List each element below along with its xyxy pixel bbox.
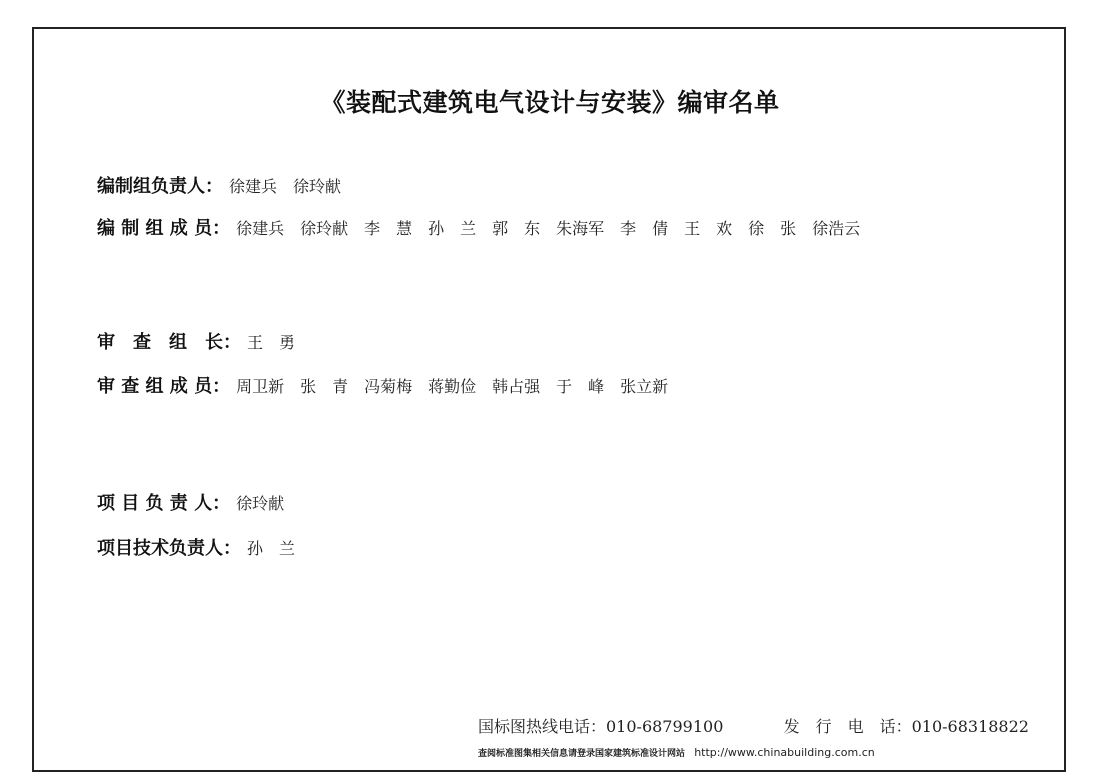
project-lead-value: 徐玲献 <box>236 494 285 513</box>
editing-lead-label: 编制组负责人： <box>97 176 223 197</box>
website-link[interactable]: http://www.chinabuilding.com.cn <box>694 746 875 759</box>
project-tech-value: 孙 兰 <box>247 539 296 558</box>
distribution-phone-text: 发 行 电 话：010-68318822 <box>783 717 1029 736</box>
editing-lead-value: 徐建兵 徐玲献 <box>229 177 342 196</box>
editing-members-label: 编 制 组 成 员： <box>97 218 231 239</box>
project-tech-label: 项目技术负责人： <box>97 538 241 559</box>
footer-phones <box>478 714 1029 737</box>
project-lead-row <box>97 489 284 515</box>
review-lead-value: 王 勇 <box>247 333 296 352</box>
editing-members-row <box>97 214 860 240</box>
footer-website <box>478 746 875 759</box>
review-members-row <box>97 372 668 398</box>
review-members-label: 审 查 组 成 员： <box>97 376 231 397</box>
editing-lead-row <box>97 172 341 198</box>
editing-members-value: 徐建兵 徐玲献 李 慧 孙 兰 郭 东 朱海军 李 倩 王 欢 徐 张 徐浩云 <box>236 219 861 238</box>
review-lead-label: 审 查 组 长： <box>97 332 241 353</box>
website-note: 查阅标准图集相关信息请登录国家建筑标准设计网站 <box>478 749 686 759</box>
project-lead-label: 项 目 负 责 人： <box>97 493 231 514</box>
page-title: 《装配式建筑电气设计与安装》编审名单 <box>320 88 780 117</box>
review-lead-row <box>97 328 295 354</box>
review-members-value: 周卫新 张 青 冯菊梅 蒋勤俭 韩占强 于 峰 张立新 <box>236 377 669 396</box>
page-border <box>32 27 1066 772</box>
project-tech-row <box>97 534 295 560</box>
hotline-text: 国标图热线电话：010-68799100 <box>478 717 724 736</box>
